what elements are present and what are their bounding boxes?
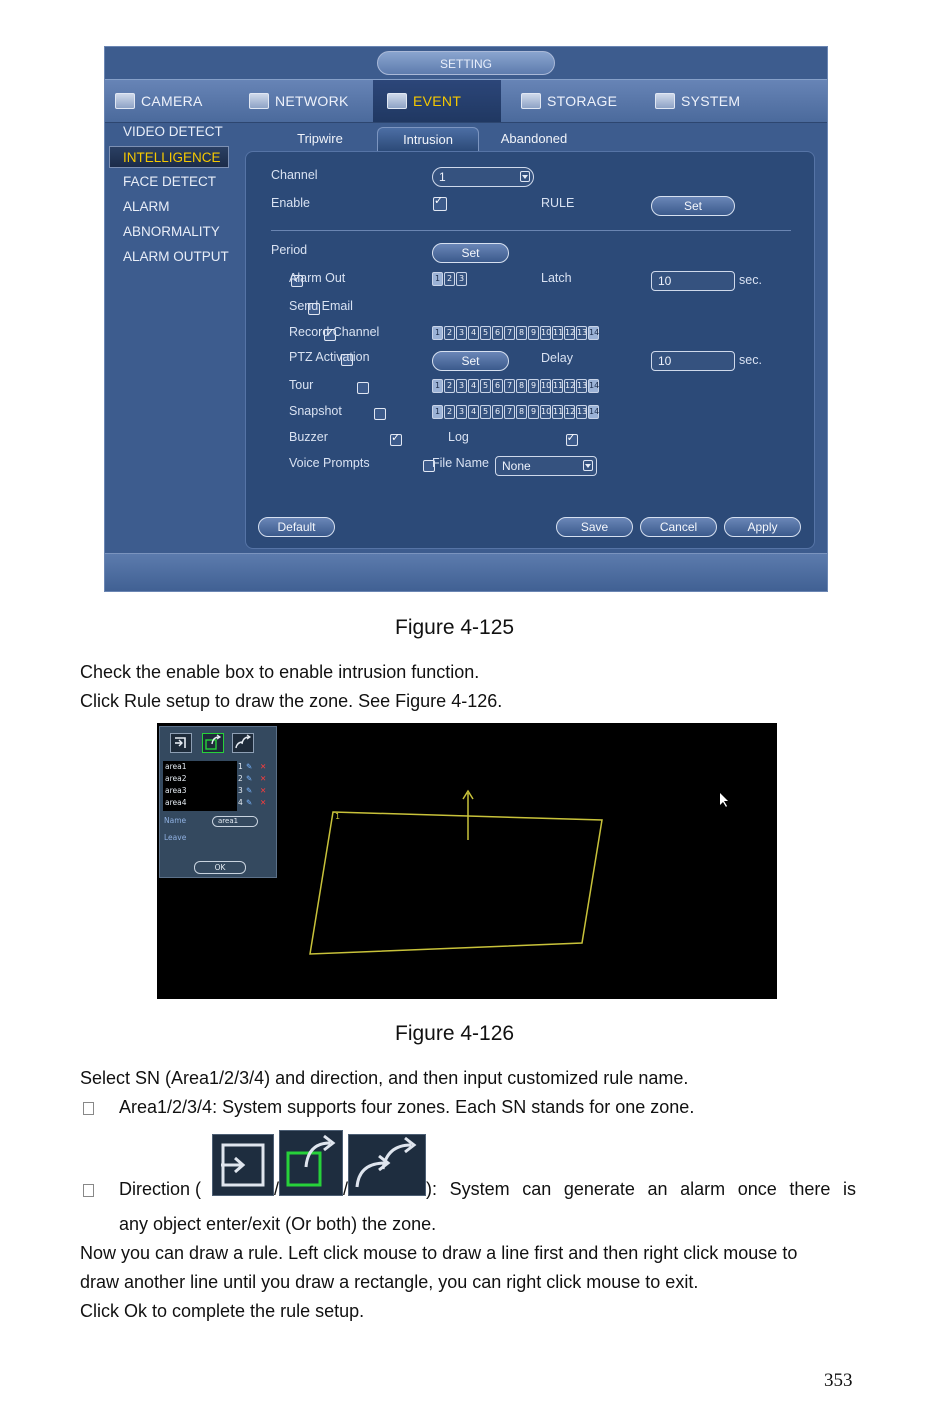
ok-button[interactable]: OK <box>194 861 246 874</box>
tab-label: NETWORK <box>275 93 349 109</box>
alarm-out-channels <box>432 272 467 286</box>
enable-label: Enable <box>271 196 310 210</box>
sidebar-item-alarm-output[interactable]: ALARM OUTPUT <box>123 249 229 264</box>
zone-number-label: 1 <box>335 812 341 821</box>
bullet-text: Area1/2/3/4: System supports four zones. Each SN stands for one zone. <box>119 1097 695 1117</box>
channel-number-button[interactable]: 4 <box>468 405 479 419</box>
tab-network[interactable] <box>249 80 369 122</box>
rule-set-button[interactable]: Set <box>651 196 735 216</box>
latch-label: Latch <box>541 271 572 285</box>
alarm-out-label: Alarm Out <box>289 271 346 285</box>
area-name: area4 <box>165 798 187 807</box>
cancel-button[interactable]: Cancel <box>640 517 717 537</box>
edit-icon[interactable]: ✎ <box>246 798 253 807</box>
tab-label: STORAGE <box>547 93 618 109</box>
channel-number-button[interactable]: 1 <box>432 326 443 340</box>
tab-label: CAMERA <box>141 93 203 109</box>
delay-unit: sec. <box>739 353 762 367</box>
name-label: Name <box>164 816 187 825</box>
latch-input[interactable]: 10 <box>651 271 735 291</box>
buzzer-checkbox[interactable] <box>390 434 402 446</box>
dvr-settings-window <box>104 46 828 592</box>
system-icon <box>655 93 675 109</box>
channel-number-button[interactable]: 4 <box>468 326 479 340</box>
rule-label: RULE <box>541 196 575 210</box>
window-title: SETTING <box>377 51 555 75</box>
sidebar-item-abnormality[interactable]: ABNORMALITY <box>123 224 220 239</box>
delete-icon[interactable]: ✕ <box>260 798 267 807</box>
bullet-text: any object enter/exit (Or both) the zone. <box>119 1214 437 1234</box>
snapshot-channels <box>432 405 599 419</box>
area-number: 2 <box>238 774 243 783</box>
figure-caption: Figure 4-125 <box>395 616 515 639</box>
channel-number-button[interactable]: 13 <box>576 326 587 340</box>
tour-label: Tour <box>289 378 314 392</box>
channel-number-button[interactable]: 7 <box>504 326 515 340</box>
file-name-label: File Name <box>432 456 489 470</box>
snapshot-label: Snapshot <box>289 404 342 418</box>
enable-checkbox[interactable] <box>433 197 447 211</box>
delete-icon[interactable]: ✕ <box>260 786 267 795</box>
main-tab-bar <box>105 79 828 123</box>
channel-number-button[interactable]: 7 <box>504 405 515 419</box>
channel-number-button[interactable]: 14 <box>588 326 599 340</box>
channel-value: 1 <box>439 170 446 184</box>
channel-number-button[interactable]: 12 <box>564 405 575 419</box>
event-icon <box>387 93 407 109</box>
channel-number-button[interactable]: 5 <box>480 405 491 419</box>
both-direction-icon <box>348 1134 426 1196</box>
channel-number-button[interactable]: 10 <box>540 326 551 340</box>
ptz-set-button[interactable]: Set <box>432 351 509 371</box>
channel-number-button[interactable]: 11 <box>552 326 563 340</box>
subtab-abandoned[interactable]: Abandoned <box>500 131 568 146</box>
send-email-label: Send Email <box>289 299 353 313</box>
delete-icon[interactable]: ✕ <box>260 774 267 783</box>
edit-icon[interactable]: ✎ <box>246 786 253 795</box>
channel-number-button[interactable]: 3 <box>456 379 467 393</box>
channel-number-button[interactable]: 5 <box>480 326 491 340</box>
channel-number-button[interactable]: 1 <box>432 405 443 419</box>
bullet-text: ): System can generate an alarm once there is <box>426 1179 856 1199</box>
chevron-down-icon <box>520 171 530 182</box>
channel-number-button[interactable]: 10 <box>540 405 551 419</box>
rule-drawing-screenshot <box>157 723 777 999</box>
channel-number-button[interactable]: 9 <box>528 326 539 340</box>
channel-number-button[interactable]: 14 <box>588 379 599 393</box>
channel-select[interactable] <box>432 167 534 187</box>
tour-channels <box>432 379 599 393</box>
log-checkbox[interactable] <box>566 434 578 446</box>
file-name-select[interactable] <box>495 456 597 476</box>
channel-number-button[interactable]: 13 <box>576 405 587 419</box>
channel-number-button[interactable]: 3 <box>456 405 467 419</box>
paragraph: Click Rule setup to draw the zone. See Figure 4-126. <box>80 691 503 711</box>
network-icon <box>249 93 269 109</box>
log-label: Log <box>448 430 469 444</box>
paragraph: Click Ok to complete the rule setup. <box>80 1301 365 1321</box>
apply-button[interactable]: Apply <box>724 517 801 537</box>
buzzer-label: Buzzer <box>289 430 328 444</box>
leave-label: Leave <box>164 833 187 842</box>
channel-number-button[interactable]: 4 <box>468 379 479 393</box>
enter-direction-icon <box>212 1134 274 1196</box>
channel-number-button[interactable]: 14 <box>588 405 599 419</box>
paragraph: Select SN (Area1/2/3/4) and direction, and then input customized rule name. <box>80 1068 689 1088</box>
channel-number-button[interactable]: 7 <box>504 379 515 393</box>
channel-number-button[interactable]: 12 <box>564 379 575 393</box>
snapshot-checkbox[interactable] <box>374 408 386 420</box>
voice-prompts-label: Voice Prompts <box>289 456 370 470</box>
tab-camera[interactable] <box>115 80 243 122</box>
record-channel-label: Record Channel <box>289 325 380 339</box>
paragraph: draw another line until you draw a rectangle, you can right click mouse to exit. <box>80 1272 699 1292</box>
window-bottom-bar <box>105 553 828 592</box>
channel-number-button[interactable]: 6 <box>492 405 503 419</box>
alarm-out-channel[interactable]: 1 <box>432 272 443 286</box>
separator: / <box>343 1179 349 1199</box>
delay-label: Delay <box>541 351 573 365</box>
paragraph: Now you can draw a rule. Left click mouse to draw a line first and then right click mouse to <box>80 1243 798 1263</box>
channel-number-button[interactable]: 8 <box>516 405 527 419</box>
channel-number-button[interactable]: 10 <box>540 379 551 393</box>
area-number: 4 <box>238 798 243 807</box>
channel-number-button[interactable]: 8 <box>516 379 527 393</box>
area-number: 3 <box>238 786 243 795</box>
bullet-marker <box>83 1102 94 1115</box>
tab-label: SYSTEM <box>681 93 741 109</box>
channel-number-button[interactable]: 9 <box>528 379 539 393</box>
channel-number-button[interactable]: 2 <box>444 326 455 340</box>
tour-checkbox[interactable] <box>357 382 369 394</box>
sidebar-item-intelligence[interactable]: INTELLIGENCE <box>109 146 229 168</box>
sidebar-item-alarm[interactable]: ALARM <box>123 199 170 214</box>
area-name: area2 <box>165 774 187 783</box>
alarm-out-channel[interactable]: 3 <box>456 272 467 286</box>
storage-icon <box>521 93 541 109</box>
file-name-value: None <box>502 459 531 473</box>
ptz-activation-label: PTZ Activation <box>289 350 370 364</box>
subtab-tripwire[interactable]: Tripwire <box>297 131 343 146</box>
channel-number-button[interactable]: 13 <box>576 379 587 393</box>
channel-number-button[interactable]: 6 <box>492 379 503 393</box>
channel-number-button[interactable]: 11 <box>552 405 563 419</box>
paragraph: Check the enable box to enable intrusion function. <box>80 662 480 682</box>
channel-number-button[interactable]: 3 <box>456 326 467 340</box>
period-label: Period <box>271 243 308 257</box>
zone-drawing[interactable] <box>157 723 777 999</box>
alarm-out-channel[interactable]: 2 <box>444 272 455 286</box>
camera-icon <box>115 93 135 109</box>
sidebar-item-video-detect[interactable]: VIDEO DETECT <box>123 124 223 139</box>
tab-system[interactable] <box>655 80 775 122</box>
area-name: area3 <box>165 786 187 795</box>
channel-label: Channel <box>271 168 318 182</box>
subtab-intrusion[interactable]: Intrusion <box>377 127 479 151</box>
chevron-down-icon <box>583 460 593 471</box>
bullet-text: Direction ( <box>119 1179 202 1199</box>
channel-number-button[interactable]: 6 <box>492 326 503 340</box>
latch-unit: sec. <box>739 273 762 287</box>
page-number: 353 <box>824 1370 853 1391</box>
area-name: area1 <box>165 762 187 771</box>
channel-number-button[interactable]: 8 <box>516 326 527 340</box>
channel-number-button[interactable]: 2 <box>444 379 455 393</box>
edit-icon[interactable]: ✎ <box>246 762 253 771</box>
channel-number-button[interactable]: 1 <box>432 379 443 393</box>
channel-number-button[interactable]: 2 <box>444 405 455 419</box>
delay-input[interactable]: 10 <box>651 351 735 371</box>
save-button[interactable]: Save <box>556 517 633 537</box>
name-input[interactable]: area1 <box>212 816 258 827</box>
period-set-button[interactable]: Set <box>432 243 509 263</box>
tab-event[interactable] <box>373 80 501 122</box>
tab-storage[interactable] <box>521 80 641 122</box>
channel-number-button[interactable]: 12 <box>564 326 575 340</box>
default-button[interactable]: Default <box>258 517 335 537</box>
figure-caption: Figure 4-126 <box>395 1022 515 1045</box>
record-channels <box>432 326 599 340</box>
separator: / <box>274 1179 280 1199</box>
channel-number-button[interactable]: 11 <box>552 379 563 393</box>
edit-icon[interactable]: ✎ <box>246 774 253 783</box>
channel-number-button[interactable]: 9 <box>528 405 539 419</box>
tab-label: EVENT <box>413 93 462 109</box>
exit-direction-icon <box>279 1130 343 1196</box>
area-number: 1 <box>238 762 243 771</box>
bullet-marker <box>83 1184 94 1197</box>
divider <box>271 230 791 231</box>
sidebar-item-face-detect[interactable]: FACE DETECT <box>123 174 217 189</box>
delete-icon[interactable]: ✕ <box>260 762 267 771</box>
channel-number-button[interactable]: 5 <box>480 379 491 393</box>
